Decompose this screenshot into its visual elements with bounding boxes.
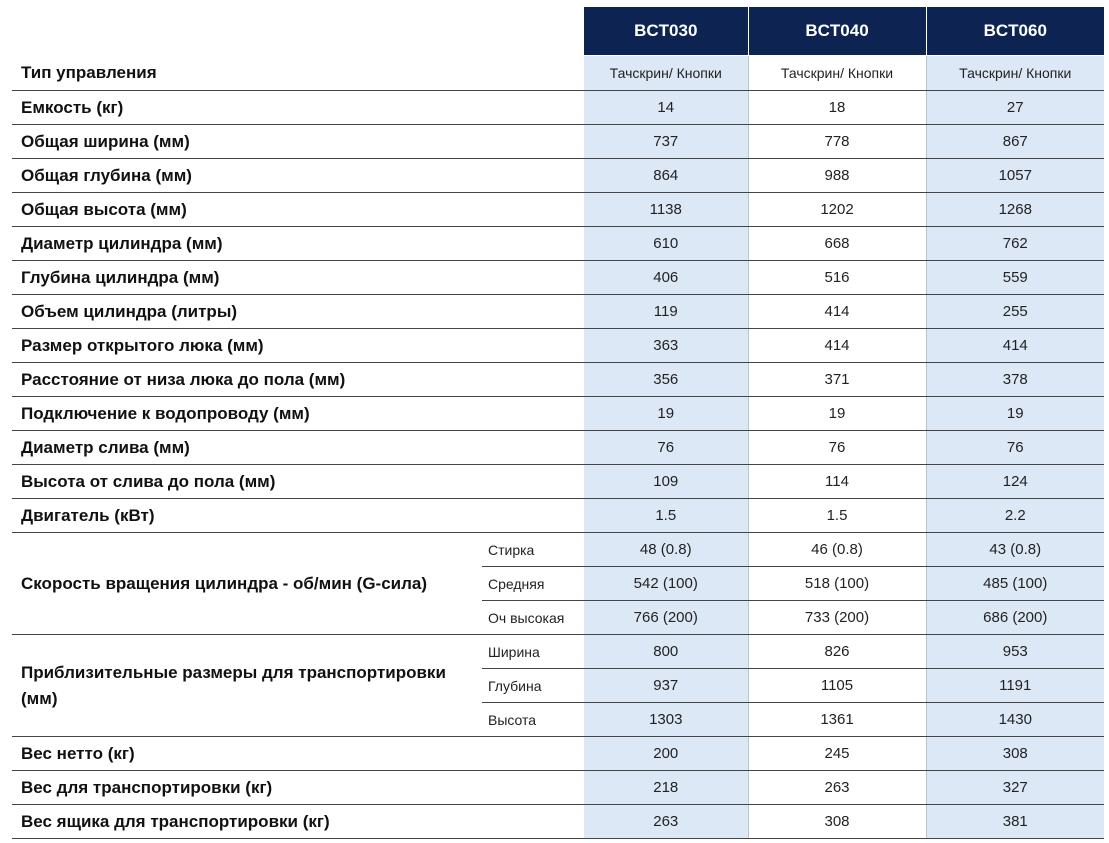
- value-cell: 516: [748, 261, 926, 295]
- spec-row: [12, 363, 1104, 397]
- value-cell: 46 (0.8): [748, 533, 926, 567]
- sub-spacer: [482, 227, 584, 261]
- control-value: Тачскрин/ Кнопки: [748, 56, 926, 91]
- sub-label: Средняя: [482, 567, 584, 601]
- value-cell: 124: [926, 465, 1104, 499]
- value-cell: 1303: [584, 703, 748, 737]
- row-label: Вес ящика для транспортировки (кг): [12, 805, 482, 839]
- spec-row: [12, 499, 1104, 533]
- model-header-bct060: BCT060: [926, 7, 1104, 56]
- model-header-bct040: BCT040: [748, 7, 926, 56]
- row-label: Емкость (кг): [12, 91, 482, 125]
- model-header-bct030: BCT030: [584, 7, 748, 56]
- control-value: Тачскрин/ Кнопки: [926, 56, 1104, 91]
- value-cell: 988: [748, 159, 926, 193]
- spec-row: [12, 159, 1104, 193]
- row-label: Общая ширина (мм): [12, 125, 482, 159]
- sub-label: Ширина: [482, 635, 584, 669]
- spec-row: [12, 771, 1104, 805]
- value-cell: 864: [584, 159, 748, 193]
- row-label: Тип управления: [12, 56, 482, 91]
- value-cell: 1.5: [748, 499, 926, 533]
- value-cell: 953: [926, 635, 1104, 669]
- value-cell: 559: [926, 261, 1104, 295]
- spec-row: [12, 329, 1104, 363]
- value-cell: 43 (0.8): [926, 533, 1104, 567]
- speed-group-label: Скорость вращения цилиндра - об/мин (G-сила): [12, 533, 482, 635]
- value-cell: 414: [748, 295, 926, 329]
- sub-spacer: [482, 125, 584, 159]
- model-header-row: [12, 7, 1104, 56]
- sub-spacer: [482, 91, 584, 125]
- header-spacer: [482, 7, 584, 56]
- value-cell: 19: [584, 397, 748, 431]
- value-cell: 1138: [584, 193, 748, 227]
- speed-subrow: [12, 533, 1104, 567]
- sub-spacer: [482, 737, 584, 771]
- value-cell: 27: [926, 91, 1104, 125]
- sub-spacer: [482, 261, 584, 295]
- value-cell: 485 (100): [926, 567, 1104, 601]
- header-spacer: [12, 7, 482, 56]
- value-cell: 542 (100): [584, 567, 748, 601]
- value-cell: 76: [926, 431, 1104, 465]
- value-cell: 867: [926, 125, 1104, 159]
- spec-row: [12, 465, 1104, 499]
- sub-label: Высота: [482, 703, 584, 737]
- row-label: Двигатель (кВт): [12, 499, 482, 533]
- sub-spacer: [482, 56, 584, 91]
- value-cell: 109: [584, 465, 748, 499]
- value-cell: 14: [584, 91, 748, 125]
- shipping-dims-group-label: Приблизительные размеры для транспортировки (мм): [12, 635, 482, 737]
- value-cell: 762: [926, 227, 1104, 261]
- value-cell: 414: [926, 329, 1104, 363]
- value-cell: 1191: [926, 669, 1104, 703]
- value-cell: 826: [748, 635, 926, 669]
- sub-spacer: [482, 499, 584, 533]
- value-cell: 200: [584, 737, 748, 771]
- value-cell: 1268: [926, 193, 1104, 227]
- value-cell: 2.2: [926, 499, 1104, 533]
- value-cell: 76: [748, 431, 926, 465]
- value-cell: 686 (200): [926, 601, 1104, 635]
- value-cell: 381: [926, 805, 1104, 839]
- value-cell: 48 (0.8): [584, 533, 748, 567]
- value-cell: 766 (200): [584, 601, 748, 635]
- value-cell: 19: [748, 397, 926, 431]
- value-cell: 327: [926, 771, 1104, 805]
- row-label: Вес для транспортировки (кг): [12, 771, 482, 805]
- value-cell: 356: [584, 363, 748, 397]
- value-cell: 114: [748, 465, 926, 499]
- spec-row: [12, 125, 1104, 159]
- spec-table: [12, 7, 1104, 839]
- shipping-dims-subrow: [12, 635, 1104, 669]
- spec-row: [12, 805, 1104, 839]
- row-label: Объем цилиндра (литры): [12, 295, 482, 329]
- spec-row: [12, 227, 1104, 261]
- sub-spacer: [482, 805, 584, 839]
- row-label: Общая высота (мм): [12, 193, 482, 227]
- value-cell: 245: [748, 737, 926, 771]
- value-cell: 218: [584, 771, 748, 805]
- value-cell: 18: [748, 91, 926, 125]
- sub-spacer: [482, 397, 584, 431]
- value-cell: 1361: [748, 703, 926, 737]
- sub-spacer: [482, 431, 584, 465]
- row-label: Вес нетто (кг): [12, 737, 482, 771]
- value-cell: 255: [926, 295, 1104, 329]
- row-label: Расстояние от низа люка до пола (мм): [12, 363, 482, 397]
- value-cell: 1.5: [584, 499, 748, 533]
- value-cell: 363: [584, 329, 748, 363]
- value-cell: 371: [748, 363, 926, 397]
- row-label: Размер открытого люка (мм): [12, 329, 482, 363]
- value-cell: 518 (100): [748, 567, 926, 601]
- value-cell: 263: [748, 771, 926, 805]
- value-cell: 406: [584, 261, 748, 295]
- sub-label: Стирка: [482, 533, 584, 567]
- value-cell: 668: [748, 227, 926, 261]
- spec-row: [12, 397, 1104, 431]
- control-type-row: [12, 56, 1104, 91]
- spec-row: [12, 737, 1104, 771]
- sub-spacer: [482, 159, 584, 193]
- value-cell: 1057: [926, 159, 1104, 193]
- sub-spacer: [482, 771, 584, 805]
- row-label: Диаметр цилиндра (мм): [12, 227, 482, 261]
- value-cell: 737: [584, 125, 748, 159]
- spec-row: [12, 91, 1104, 125]
- sub-spacer: [482, 295, 584, 329]
- spec-row: [12, 261, 1104, 295]
- value-cell: 263: [584, 805, 748, 839]
- value-cell: 610: [584, 227, 748, 261]
- sub-label: Оч высокая: [482, 601, 584, 635]
- row-label: Глубина цилиндра (мм): [12, 261, 482, 295]
- sub-spacer: [482, 363, 584, 397]
- row-label: Общая глубина (мм): [12, 159, 482, 193]
- value-cell: 800: [584, 635, 748, 669]
- spec-row: [12, 193, 1104, 227]
- value-cell: 733 (200): [748, 601, 926, 635]
- value-cell: 778: [748, 125, 926, 159]
- value-cell: 1105: [748, 669, 926, 703]
- value-cell: 378: [926, 363, 1104, 397]
- value-cell: 19: [926, 397, 1104, 431]
- sub-label: Глубина: [482, 669, 584, 703]
- sub-spacer: [482, 193, 584, 227]
- value-cell: 937: [584, 669, 748, 703]
- sub-spacer: [482, 329, 584, 363]
- spec-row: [12, 431, 1104, 465]
- spec-row: [12, 295, 1104, 329]
- value-cell: 308: [926, 737, 1104, 771]
- value-cell: 76: [584, 431, 748, 465]
- row-label: Подключение к водопроводу (мм): [12, 397, 482, 431]
- value-cell: 119: [584, 295, 748, 329]
- value-cell: 308: [748, 805, 926, 839]
- row-label: Высота от слива до пола (мм): [12, 465, 482, 499]
- control-value: Тачскрин/ Кнопки: [584, 56, 748, 91]
- sub-spacer: [482, 465, 584, 499]
- value-cell: 1430: [926, 703, 1104, 737]
- value-cell: 1202: [748, 193, 926, 227]
- value-cell: 414: [748, 329, 926, 363]
- row-label: Диаметр слива (мм): [12, 431, 482, 465]
